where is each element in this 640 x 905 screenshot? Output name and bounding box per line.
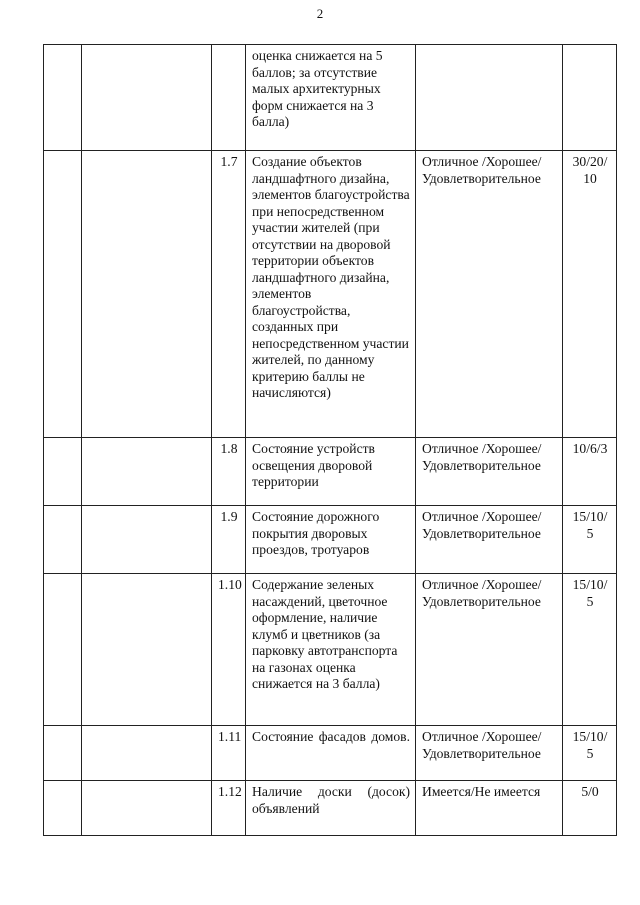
empty-cell: [82, 781, 212, 836]
rating-options: Отличное /Хорошее/ Удовлетворительное: [416, 726, 563, 781]
rating-options: Отличное /Хорошее/ Удовлетворительное: [416, 151, 563, 438]
criterion-text: Состояние дорожного покрытия дворовых проездов, тротуаров: [246, 506, 416, 574]
rating-options: Отличное /Хорошее/ Удовлетворительное: [416, 574, 563, 726]
empty-cell: [44, 438, 82, 506]
criterion-number: 1.8: [212, 438, 246, 506]
criterion-text: Наличие доски (досок) объявлений: [246, 781, 416, 836]
page-number: 2: [316, 6, 324, 21]
rating-options: Имеется/Не имеется: [416, 781, 563, 836]
criterion-text: Состояние фасадов домов.: [246, 726, 416, 781]
score-value: 5/0: [563, 781, 617, 836]
table-row: [44, 45, 617, 151]
criteria-table: [43, 44, 617, 836]
score-value: 30/20/ 10: [563, 151, 617, 438]
empty-cell: [44, 151, 82, 438]
empty-cell: [82, 506, 212, 574]
score-value: 15/10/ 5: [563, 574, 617, 726]
criterion-text: Содержание зеленых насаждений, цветочное оформление, наличие клумб и цветников (за парковку автотранспорта на газонах оценка снижается на 3 балла): [246, 574, 416, 726]
score-value: 10/6/3: [563, 438, 617, 506]
rating-options: [416, 45, 563, 151]
empty-cell: [44, 45, 82, 151]
empty-cell: [82, 45, 212, 151]
table-row: [44, 438, 617, 506]
empty-cell: [44, 781, 82, 836]
criterion-number: 1.7: [212, 151, 246, 438]
empty-cell: [82, 726, 212, 781]
table-row: [44, 574, 617, 726]
criterion-number: [212, 45, 246, 151]
criterion-number: 1.12: [212, 781, 246, 836]
table-row: [44, 781, 617, 836]
criterion-text: Создание объектов ландшафтного дизайна, элементов благоустройства при непосредственном участии жителей (при отсутствии на дворовой территории объектов ландшафтного дизайна, элементов благоустройства, созданных при непосредственном участии жителей, по данному критерию баллы не начисляются): [246, 151, 416, 438]
score-value: 15/10/ 5: [563, 726, 617, 781]
table-row: [44, 726, 617, 781]
score-value: 15/10/ 5: [563, 506, 617, 574]
criterion-number: 1.11: [212, 726, 246, 781]
criterion-text: Состояние устройств освещения дворовой территории: [246, 438, 416, 506]
table-row: [44, 506, 617, 574]
criterion-number: 1.10: [212, 574, 246, 726]
empty-cell: [82, 438, 212, 506]
empty-cell: [82, 574, 212, 726]
rating-options: Отличное /Хорошее/ Удовлетворительное: [416, 438, 563, 506]
empty-cell: [82, 151, 212, 438]
criterion-text: оценка снижается на 5 баллов; за отсутствие малых архитектурных форм снижается на 3 балла): [246, 45, 416, 151]
rating-options: Отличное /Хорошее/ Удовлетворительное: [416, 506, 563, 574]
criterion-number: 1.9: [212, 506, 246, 574]
empty-cell: [44, 726, 82, 781]
score-value: [563, 45, 617, 151]
empty-cell: [44, 506, 82, 574]
empty-cell: [44, 574, 82, 726]
table-row: [44, 151, 617, 438]
